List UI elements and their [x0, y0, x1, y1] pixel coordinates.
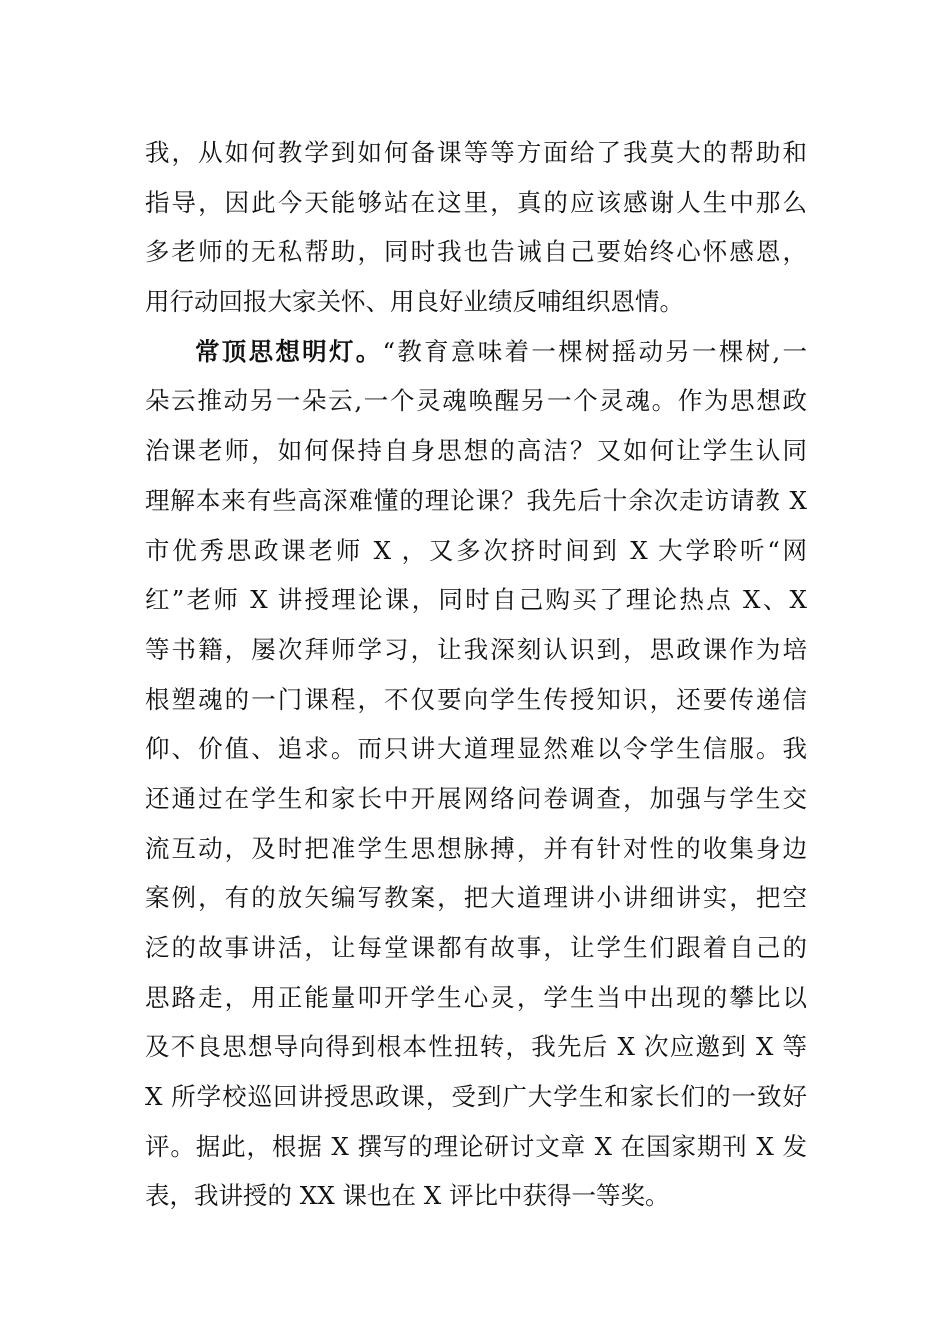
- text-line: X 所学校巡回讲授思政课，受到广大学生和家长们的一致好: [145, 1082, 807, 1112]
- paragraph-1: [145, 128, 807, 327]
- text-line: 朵云推动另一朵云,一个灵魂唤醒另一个灵魂。作为思想政: [145, 386, 807, 416]
- text-line: [145, 327, 807, 377]
- text-line: 案例，有的放矢编写教案，把大道理讲小讲细讲实，把空: [145, 883, 807, 913]
- text-line: 流互动，及时把准学生思想脉搏，并有针对性的收集身边: [145, 833, 807, 863]
- text-line: 我，从如何教学到如何备课等等方面给了我莫大的帮助和: [145, 138, 807, 167]
- text-line: 思路走，用正能量叩开学生心灵，学生当中出现的攀比以: [145, 982, 807, 1012]
- text-line: 表，我讲授的 XX 课也在 X 评比中获得一等奖。: [145, 1181, 670, 1211]
- text-line: 理解本来有些高深难懂的理论课？我先后十余次走访请教 X: [145, 485, 807, 515]
- text-line: 还通过在学生和家长中开展网络问卷调查，加强与学生交: [145, 783, 807, 813]
- text-line: 红”老师 X 讲授理论课，同时自己购买了理论热点 X、X: [145, 585, 807, 615]
- text-line: 仰、价值、追求。而只讲大道理显然难以令学生信服。我: [145, 734, 807, 764]
- text-line-rest: “教育意味着一棵树摇动另一棵树,一: [382, 336, 808, 366]
- text-line: 评。据此，根据 X 撰写的理论研讨文章 X 在国家期刊 X 发: [145, 1131, 807, 1161]
- text-line: 指导，因此今天能够站在这里，真的应该感谢人生中那么: [145, 187, 807, 217]
- text-line: 泛的故事讲活，让每堂课都有故事，让学生们跟着自己的: [145, 933, 807, 962]
- text-line: 用行动回报大家关怀、用良好业绩反哺组织恩情。: [145, 287, 684, 317]
- paragraph-2: [145, 327, 807, 1221]
- document-body: [145, 128, 807, 1221]
- text-line: 根塑魂的一门课程，不仅要向学生传授知识，还要传递信: [145, 684, 807, 714]
- text-line: 等书籍，屡次拜师学习，让我深刻认识到，思政课作为培: [145, 634, 807, 664]
- section-heading: 常顶思想明灯。: [195, 336, 383, 366]
- text-line: 治课老师，如何保持自身思想的高洁？又如何让学生认同: [145, 436, 807, 466]
- text-line: 多老师的无私帮助，同时我也告诫自己要始终心怀感恩，: [145, 237, 807, 267]
- text-line: 及不良思想导向得到根本性扭转，我先后 X 次应邀到 X 等: [145, 1032, 807, 1062]
- text-line: 市优秀思政课老师 X ，又多次挤时间到 X 大学聆听“网: [145, 535, 807, 565]
